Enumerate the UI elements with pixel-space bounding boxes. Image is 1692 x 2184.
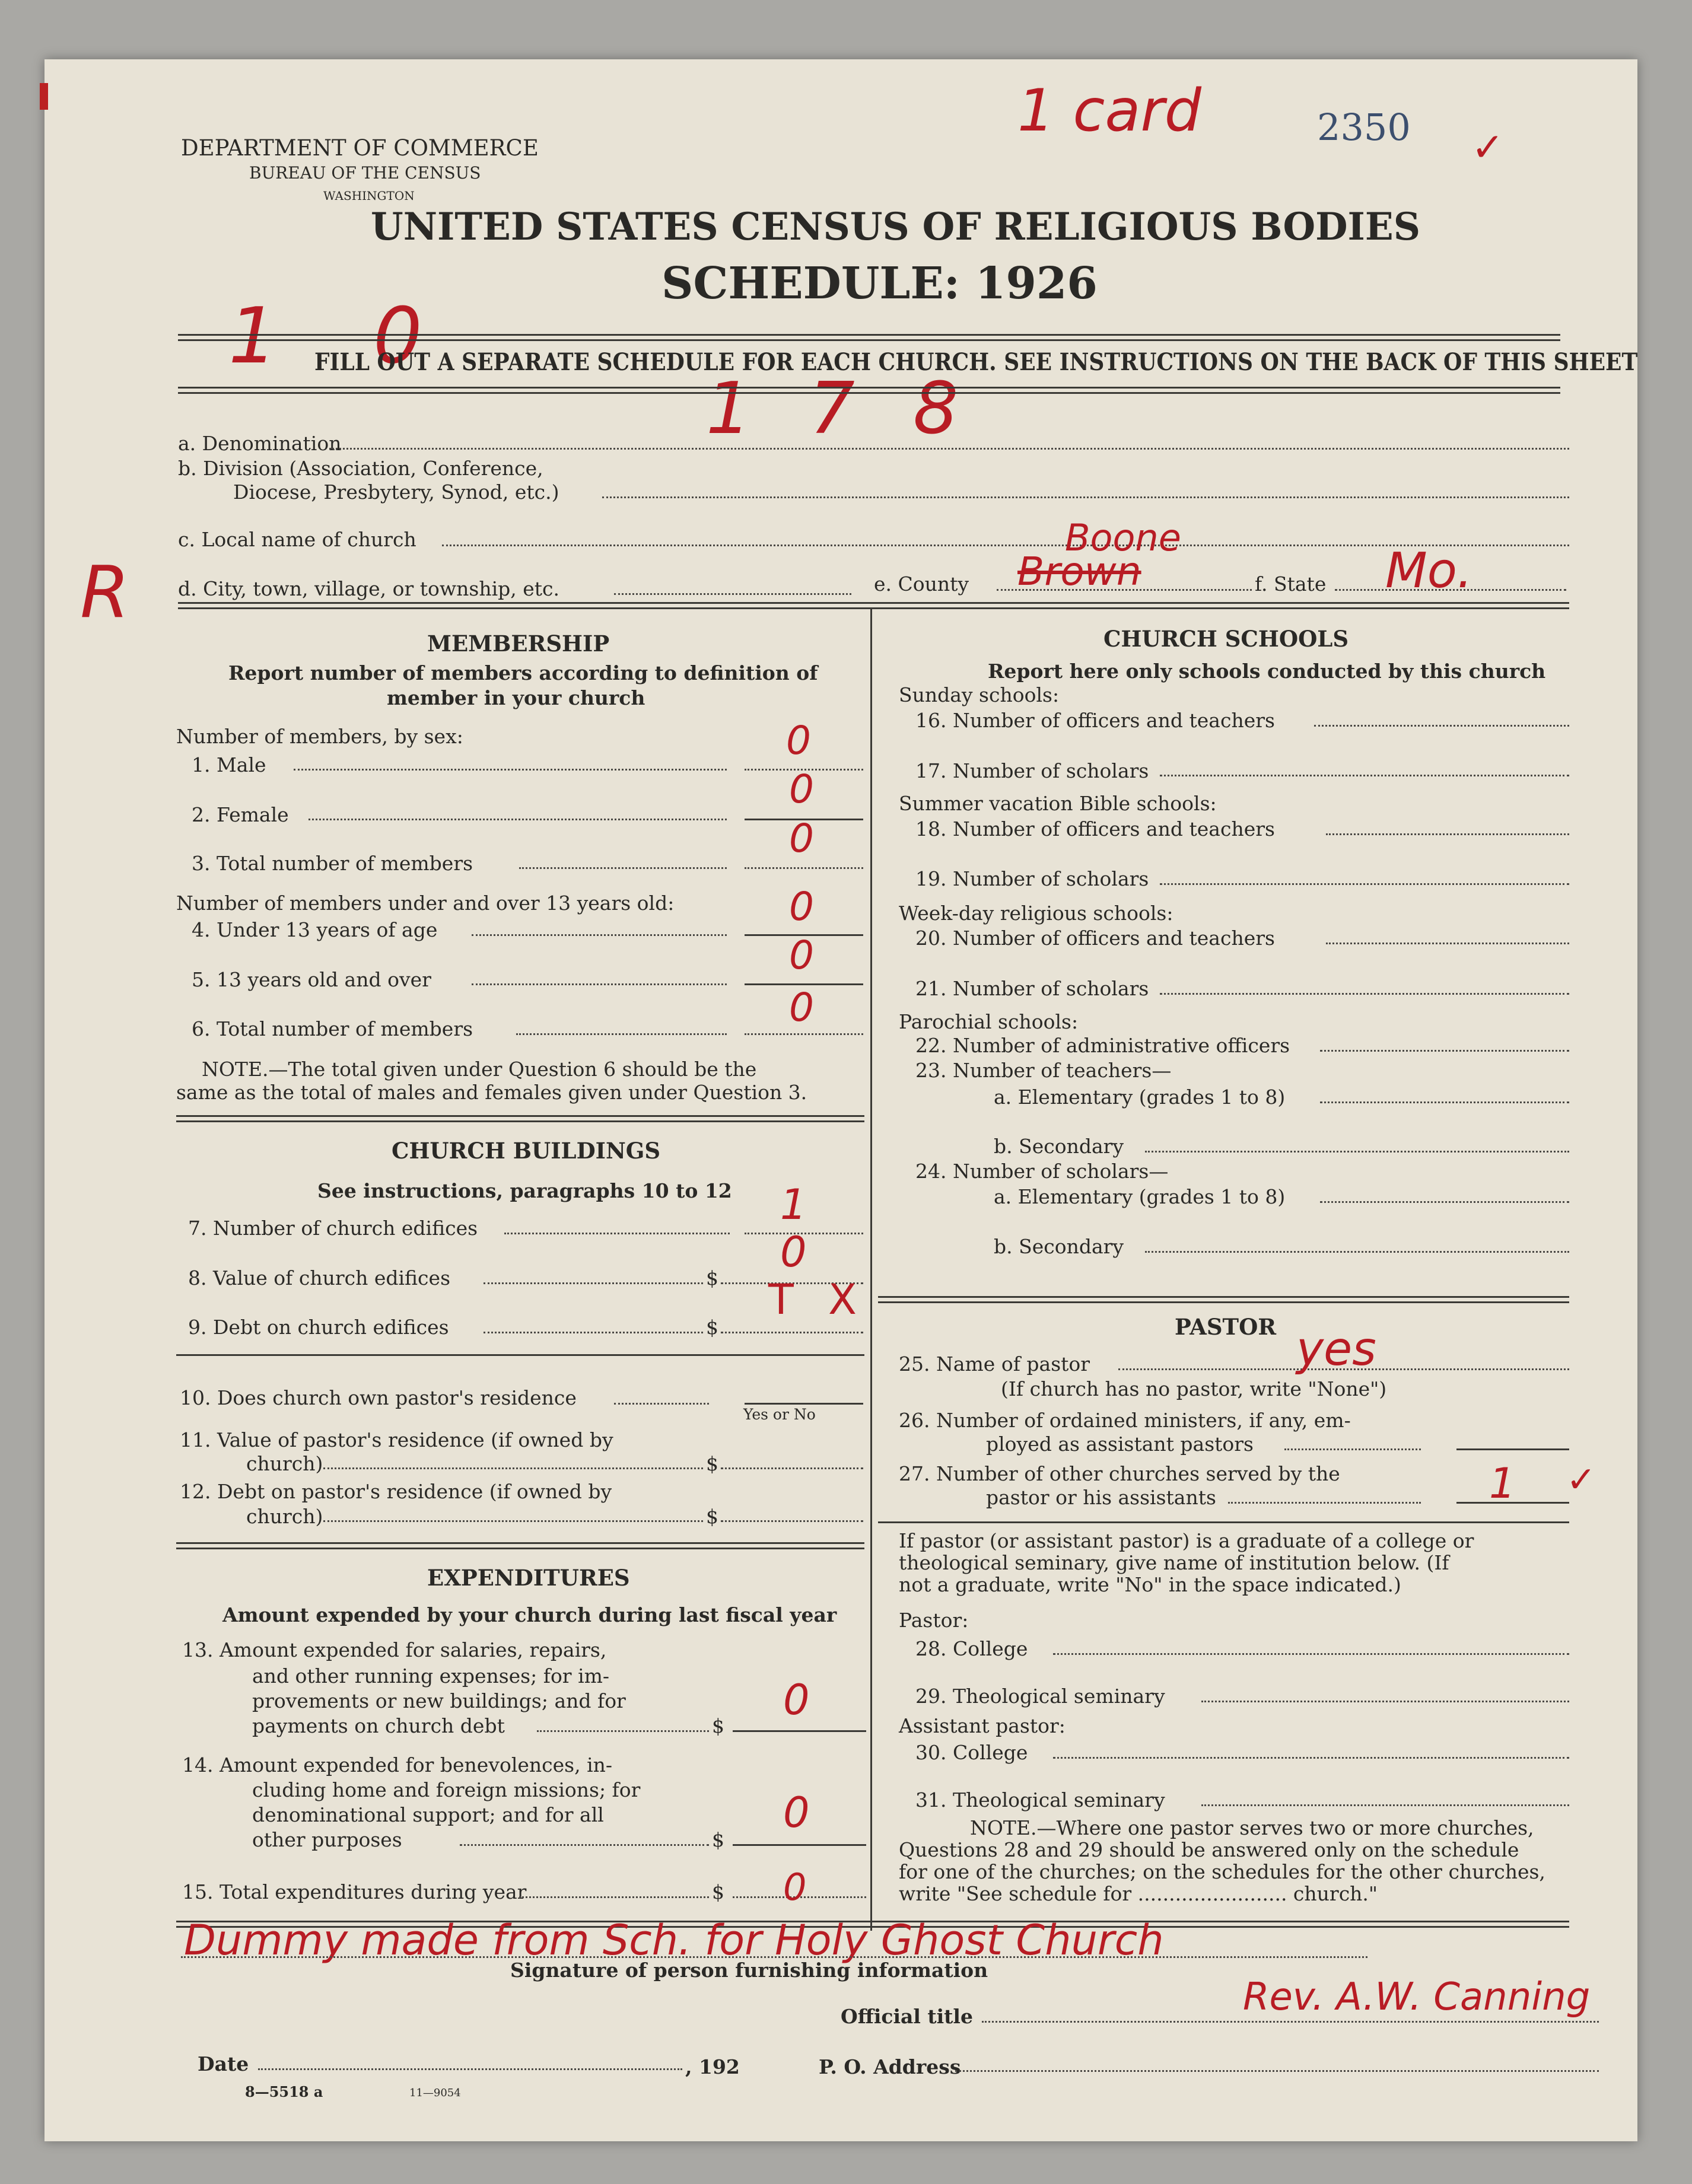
q14-label-4: other purposes <box>252 1828 402 1851</box>
q9-answer-field[interactable] <box>721 1332 863 1333</box>
schools-subheading: Report here only schools conducted by this church <box>988 660 1546 683</box>
form-title: UNITED STATES CENSUS OF RELIGIOUS BODIES <box>371 205 1420 249</box>
q13-label: 13. Amount expended for salaries, repairs, <box>182 1638 607 1661</box>
q7-leader <box>504 1233 730 1234</box>
q8-answer: 0 <box>780 1228 807 1276</box>
official-title-value: Rev. A.W. Canning <box>1243 1975 1591 2019</box>
q26-leader <box>1284 1448 1421 1450</box>
q11-label: 11. Value of pastor's residence (if owned by <box>180 1428 613 1451</box>
q12-dollar: $ <box>706 1505 718 1528</box>
q10-leader <box>614 1403 709 1405</box>
membership-subheading: Report number of members according to definition of <box>228 661 818 685</box>
q13-label-4: payments on church debt <box>252 1714 505 1737</box>
bureau-label: BUREAU OF THE CENSUS <box>249 163 481 183</box>
q4-label: 4. Under 13 years of age <box>192 918 438 941</box>
form-number: 8—5518 a <box>245 2083 323 2100</box>
q20-answer-field[interactable] <box>1326 943 1569 944</box>
q21-answer-field[interactable] <box>1160 993 1569 995</box>
signature-label: Signature of person furnishing information <box>510 1959 988 1982</box>
q25-note: (If church has no pastor, write "None") <box>1001 1377 1387 1400</box>
q19-answer-field[interactable] <box>1160 883 1569 885</box>
q30-label: 30. College <box>915 1741 1028 1764</box>
q5-label: 5. 13 years old and over <box>192 968 431 991</box>
schedule-year: SCHEDULE: 1926 <box>661 258 1098 309</box>
denomination-input[interactable] <box>329 448 1569 450</box>
q13-label-2: and other running expenses; for im- <box>252 1664 610 1688</box>
instruction-rule <box>178 387 1560 394</box>
q11-label-2: church) <box>246 1452 323 1475</box>
q17-answer-field[interactable] <box>1160 775 1569 776</box>
q11-leader <box>323 1467 703 1469</box>
q11-answer-field[interactable] <box>721 1467 863 1469</box>
handwritten-code-178: 1 7 8 <box>706 368 977 450</box>
q4-answer: 0 <box>789 884 814 929</box>
buildings-mid-rule <box>176 1354 864 1356</box>
q11-dollar: $ <box>706 1452 718 1475</box>
membership-note-2: same as the total of males and females given under Question 3. <box>176 1081 807 1104</box>
buildings-rule <box>176 1542 864 1549</box>
q13-answer-field[interactable] <box>733 1730 866 1732</box>
q5-answer: 0 <box>789 932 814 978</box>
q27-leader <box>1228 1502 1421 1504</box>
pastor-note-2: Questions 28 and 29 should be answered only on the schedule <box>899 1838 1519 1861</box>
q14-dollar: $ <box>712 1828 724 1851</box>
q28-answer-field[interactable] <box>1053 1653 1569 1655</box>
instruction-banner: FILL OUT A SEPARATE SCHEDULE FOR EACH CHURCH. SEE INSTRUCTIONS ON THE BACK OF THIS SHEET <box>314 348 1638 376</box>
date-year: , 192 <box>685 2055 740 2078</box>
pastor-note-3: for one of the churches; on the schedules for the other churches, <box>899 1860 1545 1883</box>
q21-label: 21. Number of scholars <box>915 977 1149 1000</box>
po-address-label: P. O. Address <box>819 2055 961 2078</box>
q20-label: 20. Number of officers and teachers <box>915 927 1275 950</box>
q8-dollar: $ <box>706 1266 718 1290</box>
county-label: e. County <box>874 572 969 596</box>
q13-label-3: provements or new buildings; and for <box>252 1689 626 1712</box>
pastor-sublabel: Pastor: <box>899 1609 969 1632</box>
local-name-label: c. Local name of church <box>178 528 416 551</box>
q26-answer-field[interactable] <box>1456 1448 1569 1450</box>
q27-check-mark: ✓ <box>1566 1459 1596 1501</box>
q9-answer: T X <box>768 1275 867 1324</box>
q8-label: 8. Value of church edifices <box>188 1266 451 1290</box>
q31-answer-field[interactable] <box>1201 1804 1569 1806</box>
city-label-field: d. City, town, village, or township, etc. <box>178 577 560 600</box>
q14-label: 14. Amount expended for benevolences, in- <box>182 1753 613 1777</box>
q24-label: 24. Number of scholars— <box>915 1160 1169 1183</box>
column-divider <box>870 608 872 1931</box>
q31-label: 31. Theological seminary <box>915 1788 1165 1811</box>
q23b-label: b. Secondary <box>994 1135 1124 1158</box>
handwritten-letter-r: R <box>80 552 130 634</box>
q1-label: 1. Male <box>192 753 266 776</box>
q23-label: 23. Number of teachers— <box>915 1059 1172 1082</box>
q9-label: 9. Debt on church edifices <box>188 1316 449 1339</box>
by-sex-label: Number of members, by sex: <box>176 725 463 748</box>
q6-answer: 0 <box>789 985 814 1030</box>
q3-label: 3. Total number of members <box>192 852 473 875</box>
dept-label: DEPARTMENT OF COMMERCE <box>181 135 539 161</box>
q7-label: 7. Number of church edifices <box>188 1217 478 1240</box>
q23b-answer-field[interactable] <box>1145 1151 1569 1153</box>
q14-leader <box>460 1844 709 1846</box>
q24a-label: a. Elementary (grades 1 to 8) <box>994 1185 1286 1208</box>
q2-leader <box>308 819 727 820</box>
q27-label: 27. Number of other churches served by the <box>899 1462 1340 1485</box>
section-rule <box>178 602 1569 609</box>
q16-answer-field[interactable] <box>1314 725 1569 727</box>
q3-leader <box>519 867 727 869</box>
q5-leader <box>472 983 727 985</box>
buildings-subheading: See instructions, paragraphs 10 to 12 <box>317 1179 732 1202</box>
q22-label: 22. Number of administrative officers <box>915 1034 1290 1057</box>
state-label: f. State <box>1255 572 1327 596</box>
graduate-instruction: If pastor (or assistant pastor) is a graduate of a college or <box>899 1529 1474 1552</box>
q27-label-2: pastor or his assistants <box>986 1486 1216 1509</box>
q22-answer-field[interactable] <box>1320 1050 1569 1052</box>
q28-label: 28. College <box>915 1637 1028 1660</box>
q6-label: 6. Total number of members <box>192 1017 473 1040</box>
handwritten-code-10: 1 0 <box>228 291 458 381</box>
membership-note: NOTE.—The total given under Question 6 should be the <box>202 1058 757 1081</box>
q14-label-2: cluding home and foreign missions; for <box>252 1778 641 1801</box>
card-note: 1 card <box>1017 77 1201 145</box>
county-value: Boone <box>1065 516 1181 559</box>
q9-dollar: $ <box>706 1316 718 1339</box>
yes-no-hint: Yes or No <box>743 1406 816 1423</box>
division-label: b. Division (Association, Conference, <box>178 457 543 480</box>
q23a-label: a. Elementary (grades 1 to 8) <box>994 1085 1286 1109</box>
q6-leader <box>516 1033 727 1035</box>
q10-answer-field[interactable] <box>745 1403 863 1405</box>
weekday-label: Week-day religious schools: <box>899 902 1173 925</box>
county-struck-value: Brown <box>1017 549 1141 594</box>
membership-subheading-2: member in your church <box>387 686 645 709</box>
q3-answer-field[interactable] <box>745 867 863 869</box>
q8-leader <box>484 1282 703 1284</box>
q7-answer: 1 <box>780 1180 807 1229</box>
graduate-instruction-3: not a graduate, write "No" in the space indicated.) <box>899 1573 1401 1596</box>
official-title-label: Official title <box>841 2005 973 2028</box>
q25-label: 25. Name of pastor <box>899 1352 1090 1376</box>
q9-leader <box>484 1332 703 1333</box>
q23a-answer-field[interactable] <box>1320 1101 1569 1103</box>
q30-answer-field[interactable] <box>1053 1757 1569 1759</box>
expenditures-heading: EXPENDITURES <box>427 1565 630 1591</box>
q24b-label: b. Secondary <box>994 1235 1124 1258</box>
q1-answer: 0 <box>786 718 811 763</box>
q2-label: 2. Female <box>192 803 289 826</box>
q24b-answer-field[interactable] <box>1145 1251 1569 1253</box>
summer-label: Summer vacation Bible schools: <box>899 792 1217 815</box>
q12-label-2: church) <box>246 1505 323 1528</box>
date-label: Date <box>198 2052 249 2075</box>
q12-answer-field[interactable] <box>721 1520 863 1522</box>
division-input[interactable] <box>602 496 1569 498</box>
q13-dollar: $ <box>712 1714 724 1737</box>
sunday-label: Sunday schools: <box>899 683 1060 706</box>
q13-leader <box>537 1730 709 1732</box>
q13-answer: 0 <box>783 1676 810 1724</box>
q14-answer: 0 <box>783 1788 810 1837</box>
red-edge-mark <box>40 83 48 110</box>
pastor-mid-rule <box>878 1521 1569 1523</box>
expenditures-subheading: Amount expended by your church during last fiscal year <box>222 1603 837 1626</box>
q29-label: 29. Theological seminary <box>915 1685 1165 1708</box>
parochial-label: Parochial schools: <box>899 1010 1079 1033</box>
city-label: WASHINGTON <box>323 189 415 203</box>
division-label-2: Diocese, Presbytery, Synod, etc.) <box>233 480 559 504</box>
q6-answer-field[interactable] <box>745 1033 863 1035</box>
q18-answer-field[interactable] <box>1326 833 1569 835</box>
q2-answer: 0 <box>789 766 814 812</box>
q27-answer: 1 <box>1489 1459 1516 1508</box>
signature-field[interactable] <box>181 1956 1367 1958</box>
census-schedule-sheet <box>44 59 1637 2141</box>
stamp-number: 2350 <box>1317 106 1411 149</box>
q4-leader <box>472 934 727 936</box>
q12-leader <box>323 1520 703 1522</box>
pastor-note-4: write "See schedule for ........................ church." <box>899 1882 1378 1905</box>
q15-answer: 0 <box>783 1865 807 1909</box>
buildings-heading: CHURCH BUILDINGS <box>392 1138 661 1164</box>
pastor-note: NOTE.—Where one pastor serves two or more churches, <box>970 1816 1534 1839</box>
assistant-pastor-sublabel: Assistant pastor: <box>899 1714 1066 1737</box>
handwritten-footer-note: Dummy made from Sch. for Holy Ghost Church <box>184 1916 1164 1965</box>
membership-rule <box>176 1115 864 1122</box>
q14-answer-field[interactable] <box>733 1844 866 1846</box>
q15-label: 15. Total expenditures during year <box>182 1880 527 1903</box>
print-number: 11—9054 <box>409 2087 461 2099</box>
q17-label: 17. Number of scholars <box>915 759 1149 782</box>
q16-label: 16. Number of officers and teachers <box>915 709 1275 732</box>
state-value: Mo. <box>1385 543 1472 599</box>
q15-leader <box>519 1896 709 1898</box>
q12-label: 12. Debt on pastor's residence (if owned by <box>180 1480 612 1503</box>
q1-leader <box>294 769 727 771</box>
q29-answer-field[interactable] <box>1201 1701 1569 1702</box>
denomination-label: a. Denomination <box>178 432 342 455</box>
po-address-field[interactable] <box>955 2070 1599 2072</box>
q26-label: 26. Number of ordained ministers, if any, em- <box>899 1409 1351 1432</box>
official-title-field[interactable] <box>982 2021 1599 2023</box>
date-field[interactable] <box>258 2068 682 2070</box>
city-input[interactable] <box>614 593 851 595</box>
q25-answer: yes <box>1296 1323 1376 1376</box>
q3-answer: 0 <box>789 816 814 861</box>
schools-rule <box>878 1296 1569 1303</box>
under-over-label: Number of members under and over 13 years old: <box>176 892 675 915</box>
schools-heading: CHURCH SCHOOLS <box>1103 626 1349 652</box>
pastor-heading: PASTOR <box>1175 1314 1277 1340</box>
q18-label: 18. Number of officers and teachers <box>915 817 1275 841</box>
membership-heading: MEMBERSHIP <box>427 631 610 657</box>
q24a-answer-field[interactable] <box>1320 1201 1569 1203</box>
check-mark-top: ✓ <box>1471 125 1505 170</box>
q10-label: 10. Does church own pastor's residence <box>180 1386 577 1409</box>
q26-label-2: ployed as assistant pastors <box>986 1432 1254 1456</box>
q14-label-3: denominational support; and for all <box>252 1803 604 1826</box>
graduate-instruction-2: theological seminary, give name of institution below. (If <box>899 1551 1449 1574</box>
header-rule <box>178 334 1560 341</box>
q19-label: 19. Number of scholars <box>915 867 1149 890</box>
q15-dollar: $ <box>712 1880 724 1903</box>
